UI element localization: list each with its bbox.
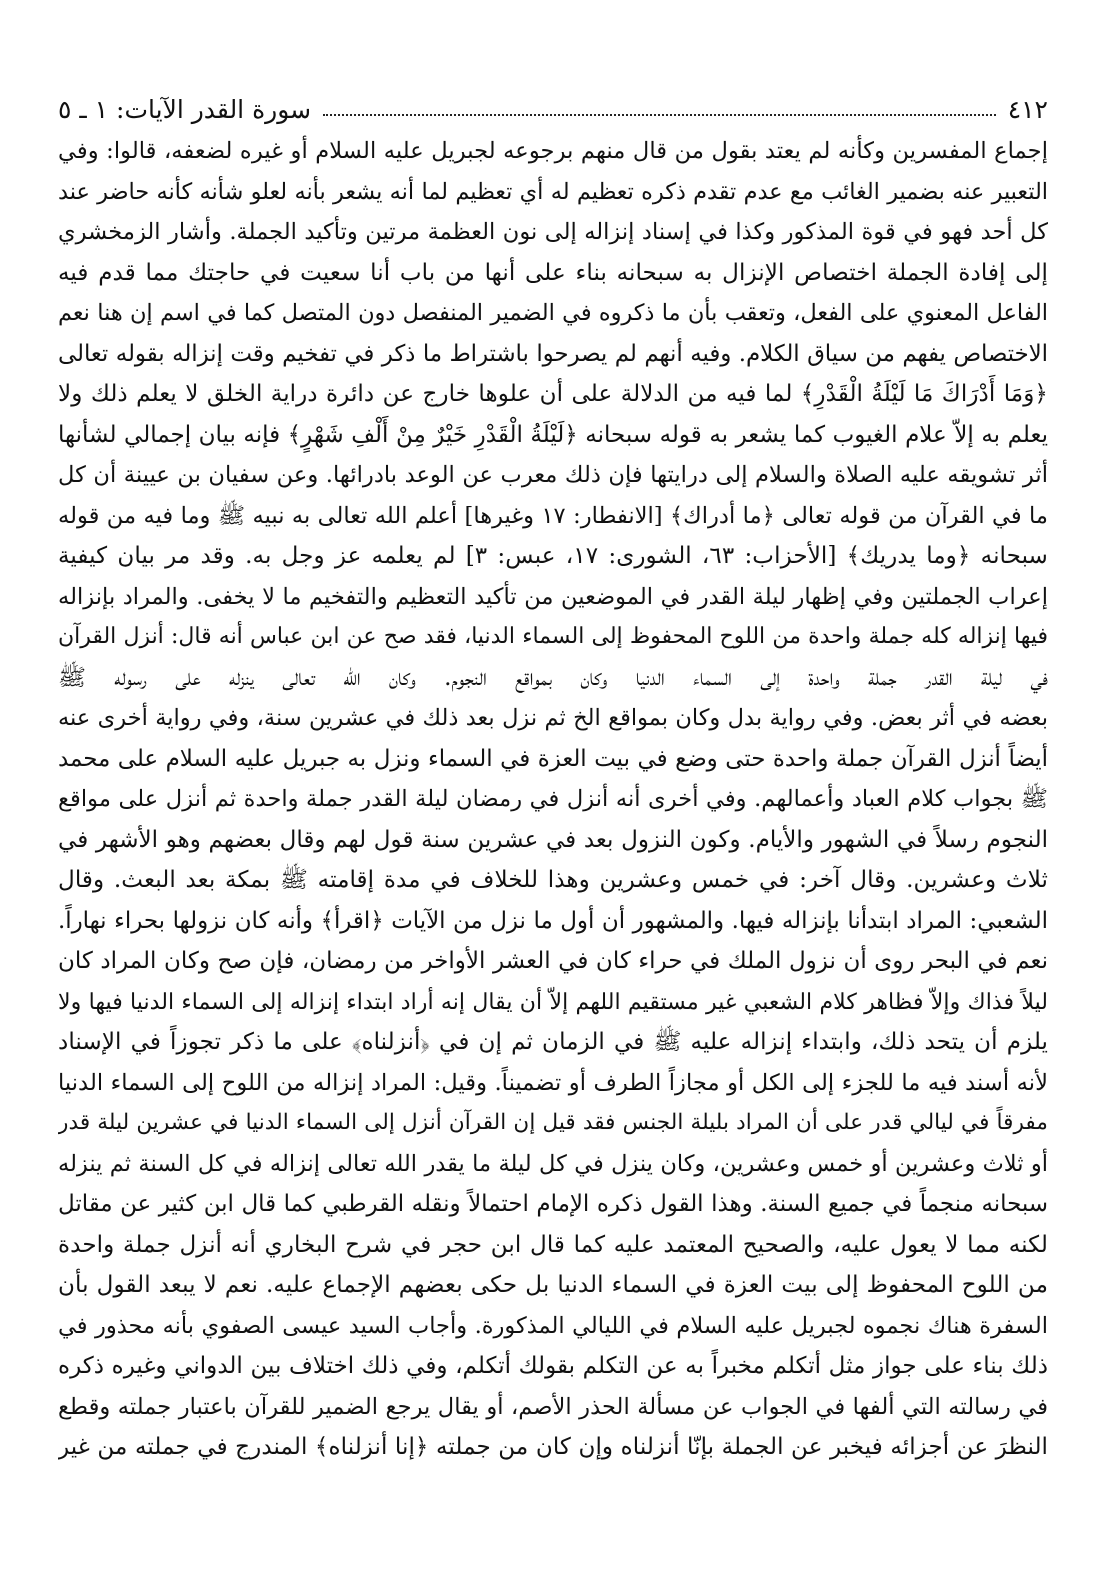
text-line: ليلاً فذاك وإلاّ فظاهر كلام الشعبي غير مستقيم اللهم إلاّ أن يقال إنه أراد ابتداء إنزاله إلى السماء الدنيا فيها ولا [58,988,1048,1015]
text-line: أيضاً أنزل القرآن جملة واحدة حتى وضع في بيت العزة في السماء ونزل به جبريل عليه السلام على محمد [58,745,1048,772]
text-line: مفرقاً في ليالي قدر على أن المراد بليلة الجنس فقد قيل إن القرآن أنزل إلى السماء الدنيا في عشرين ليلة قدر [58,1110,1048,1135]
text-line: كل أحد فهو في قوة المذكور وكذا في إسناد إنزاله إلى نون العظمة مرتين وتأكيد الجملة. وأشار الزمخشري [58,219,1048,245]
text-line: نعم في البحر روى أن نزول الملك في حراء كان في العشر الأواخر من رمضان، فإن صح وكان المراد كان [58,948,1048,974]
running-title: سورة القدر الآيات: ١ ـ ٥ [58,95,312,124]
body-text [58,131,1048,1468]
header-dotted-leader [323,114,996,116]
text-line: فيها إنزاله كله جملة واحدة من اللوح المحفوظ إلى السماء الدنيا، فقد صح عن ابن عباس أنه قال: أنزل القرآن [58,624,1048,649]
text-line: من اللوح المحفوظ إلى بيت العزة في السماء الدنيا بل حكى بعضهم الإجماع عليه. نعم لا يبعد القول بأن [58,1271,1048,1298]
text-line: ﴿وَمَا أَدْرَاكَ مَا لَيْلَةُ الْقَدْرِ﴾ لما فيه من الدلالة على أن علوها خارج عن دائرة دراية الخلق لا يعلم ذلك ولا [58,380,1048,407]
text-line: السفرة هناك نجموه لجبريل عليه السلام في الليالي المذكورة. وأجاب السيد عيسى الصفوي بأنه محذور في [58,1312,1048,1339]
text-line: ذلك بناء على جواز مثل أتكلم مخبراً به عن التكلم بقولك أتكلم، وفي ذلك اختلاف بين الدواني وغيره ذكره [58,1353,1048,1379]
page-header [58,78,1048,125]
text-line: الاختصاص يفهم من سياق الكلام. وفيه أنهم لم يصرحوا باشتراط ما ذكر في تفخيم وقت إنزاله بقوله تعالى [58,340,1048,367]
text-line: الشعبي: المراد ابتدأنا بإنزاله فيها. والمشهور أن أول ما نزل من الآيات ﴿اقرأ﴾ وأنه كان نزولها بحراء نهاراً. [58,907,1048,934]
text-line: أو ثلاث وعشرين أو خمس وعشرين، وكان ينزل في كل ليلة ما يقدر الله تعالى إنزاله في كل السنة ثم ينزله [58,1150,1048,1177]
text-line: إلى إفادة الجملة اختصاص الإنزال به سبحانه بناء على أنها من باب أنا سعيت في حاجتك مما قدم فيه [58,258,1048,286]
page-number: ٤١٢ [1007,95,1048,124]
text-line: النجوم رسلاً في الشهور والأيام. وكون النزول بعد في عشرين سنة قول لهم وقال بعضهم وهو الأشهر في [58,826,1048,853]
text-line: ما في القرآن من قوله تعالى ﴿ما أدراك﴾ [الانفطار: ١٧ وغيرها] أعلم الله تعالى به نبيه ﷺ وما فيه من قوله [58,502,1048,529]
text-line: الفاعل المعنوي على الفعل، وتعقب بأن ما ذكروه في الضمير المنفصل دون المتصل كما في اسم إن هنا نعم [58,300,1048,326]
text-line: في رسالته التي ألفها في الجواب عن مسألة الحذر الأصم، أو يقال يرجع الضمير للقرآن باعتبار جملته وقطع [58,1393,1048,1420]
text-line: إعراب الجملتين وفي إظهار ليلة القدر في الموضعين من تأكيد التعظيم والتفخيم ما لا يخفى. والمراد بإنزاله [58,583,1048,610]
text-line: يعلم به إلاّ علام الغيوب كما يشعر به قوله سبحانه ﴿لَيْلَةُ الْقَدْرِ خَيْرٌ مِنْ أَلْفِ شَهْرٍ﴾ فإنه بيان إجمالي لشأنها [58,421,1048,448]
text-line: ﷺ بجواب كلام العباد وأعمالهم. وفي أخرى أنه أنزل في رمضان ليلة القدر جملة واحدة ثم أنزل على مواقع [58,786,1048,812]
text-line: في ليلة القدر جملة واحدة إلى السماء الدنيا وكان بمواقع النجوم. وكان الله تعالى ينزله على رسوله ﷺ [58,663,1048,691]
text-line: لكنه مما لا يعول عليه، والصحيح المعتمد عليه كما قال ابن حجر في شرح البخاري أنه أنزل جملة واحدة [58,1230,1048,1258]
text-line: ثلاث وعشرين. وقال آخر: في خمس وعشرين وهذا للخلاف في مدة إقامته ﷺ بمكة بعد البعث. وقال [58,866,1048,893]
text-line: إجماع المفسرين وكأنه لم يعتد بقول من قال منهم برجوعه لجبريل عليه السلام أو غيره لضعفه، قالوا: وفي [58,138,1048,164]
text-line: لأنه أسند فيه ما للجزء إلى الكل أو مجازاً الطرف أو تضميناً. وقيل: المراد إنزاله من اللوح إلى السماء الدنيا [58,1069,1048,1096]
text-line: سبحانه منجماً في جميع السنة. وهذا القول ذكره الإمام احتمالاً ونقله القرطبي كما قال ابن كثير عن مقاتل [58,1191,1048,1217]
text-line: سبحانه ﴿وما يدريك﴾ [الأحزاب: ٦٣، الشورى: ١٧، عبس: ٣] لم يعلمه عز وجل به. وقد مر بيان كيفية [58,542,1048,569]
text-line: التعبير عنه بضمير الغائب مع عدم تقدم ذكره تعظيم له أي تعظيم لما أنه يشعر بأنه لعلو شأنه كأنه حاضر عند [58,178,1048,205]
book-page [58,78,1048,1548]
text-line: يلزم أن يتحد ذلك، وابتداء إنزاله عليه ﷺ في الزمان ثم إن في ﴿أنزلناه﴾ على ما ذكر تجوزاً في الإسناد [58,1028,1048,1055]
text-line: أثر تشويقه عليه الصلاة والسلام إلى درايتها فإن ذلك معرب عن الوعد بادرائها. وعن سفيان بن عيينة أن كل [58,462,1048,488]
text-line: بعضه في أثر بعض. وفي رواية بدل وكان بمواقع الخ ثم نزل بعد ذلك في عشرين سنة، وفي رواية أخرى عنه [58,705,1048,731]
text-line: النظرَ عن أجزائه فيخبر عن الجملة بإنّا أنزلناه وإن كان من جملته ﴿إنا أنزلناه﴾ المندرج في جملته من غير [58,1433,1048,1460]
